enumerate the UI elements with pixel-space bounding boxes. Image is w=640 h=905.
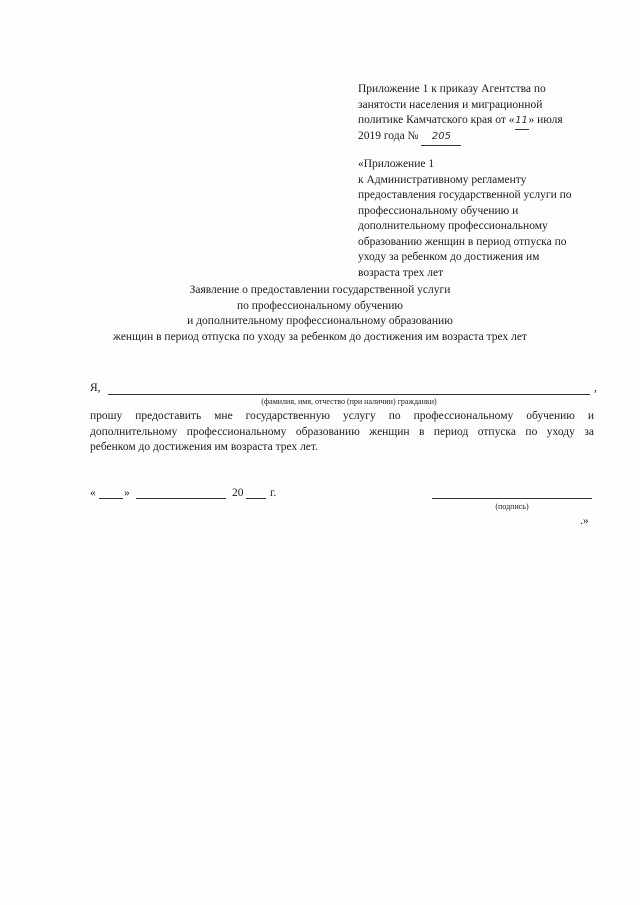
annex-header-line-2: занятости населения и миграционной [358, 99, 543, 111]
applicant-name-field[interactable] [108, 394, 590, 395]
annex-block-line-7: уходу за ребенком до достижения им [358, 251, 540, 263]
annex-block-line-8: возраста трех лет [358, 266, 444, 279]
date-year-suffix: г. [270, 487, 277, 499]
date-year-prefix: 20 [232, 487, 244, 499]
signature-field[interactable] [432, 498, 592, 499]
closing-mark: .» [580, 515, 589, 527]
title-line-4: женщин в период отпуска по уходу за ребенком до достижения им возраста трех лет [113, 330, 527, 343]
annex-block-line-4: профессиональному обучению и [358, 204, 519, 217]
title-line-3: и дополнительному профессиональному образованию [187, 315, 453, 327]
request-line-3: ребенком до достижения им возраста трех лет. [90, 441, 318, 453]
annex-block-line-5: дополнительному профессиональному [358, 220, 548, 232]
request-paragraph [90, 409, 594, 456]
annex-block-line-2: к Административному регламенту [358, 173, 527, 186]
request-line-1: прошу предоставить мне государственную услугу по профессиональному обучению и [90, 410, 594, 422]
annex-header-line-3-pre: политике Камчатского края от « [358, 114, 515, 126]
annex-header-line-1: Приложение 1 к приказу Агентства по [358, 83, 546, 95]
title-line-2: по профессиональному обучению [236, 299, 404, 312]
date-year-field[interactable] [246, 498, 266, 499]
title-line-1: Заявление о предоставлении государственной услуги [189, 284, 451, 296]
date-open-quote: « [90, 487, 96, 499]
order-day-handwritten: 11 [515, 113, 529, 130]
annex-header-line-4-pre: 2019 года № [358, 130, 419, 142]
date-close-quote: » [124, 487, 130, 499]
annex-block-line-3: предоставления государственной услуги по [358, 189, 572, 201]
annex-block [358, 157, 608, 281]
applicant-prefix: Я, [90, 382, 101, 394]
date-month-field[interactable] [136, 498, 226, 499]
annex-block-line-1: «Приложение 1 [358, 158, 435, 170]
date-day-field[interactable] [99, 498, 123, 499]
order-number-handwritten: 205 [421, 129, 461, 146]
applicant-suffix: , [594, 382, 597, 394]
annex-header-line-3-post: » июля [528, 114, 563, 126]
annex-header-line-4 [358, 129, 461, 146]
annex-header-line-3 [358, 113, 563, 130]
request-line-2: дополнительному профессиональному образованию женщин в период отпуска по уходу за [90, 425, 594, 438]
applicant-caption: (фамилия, имя, отчество (при наличии) гражданки) [261, 397, 437, 406]
annex-block-line-6: образованию женщин в период отпуска по [358, 235, 567, 248]
document-title [60, 283, 580, 345]
signature-caption: (подпись) [495, 502, 529, 511]
